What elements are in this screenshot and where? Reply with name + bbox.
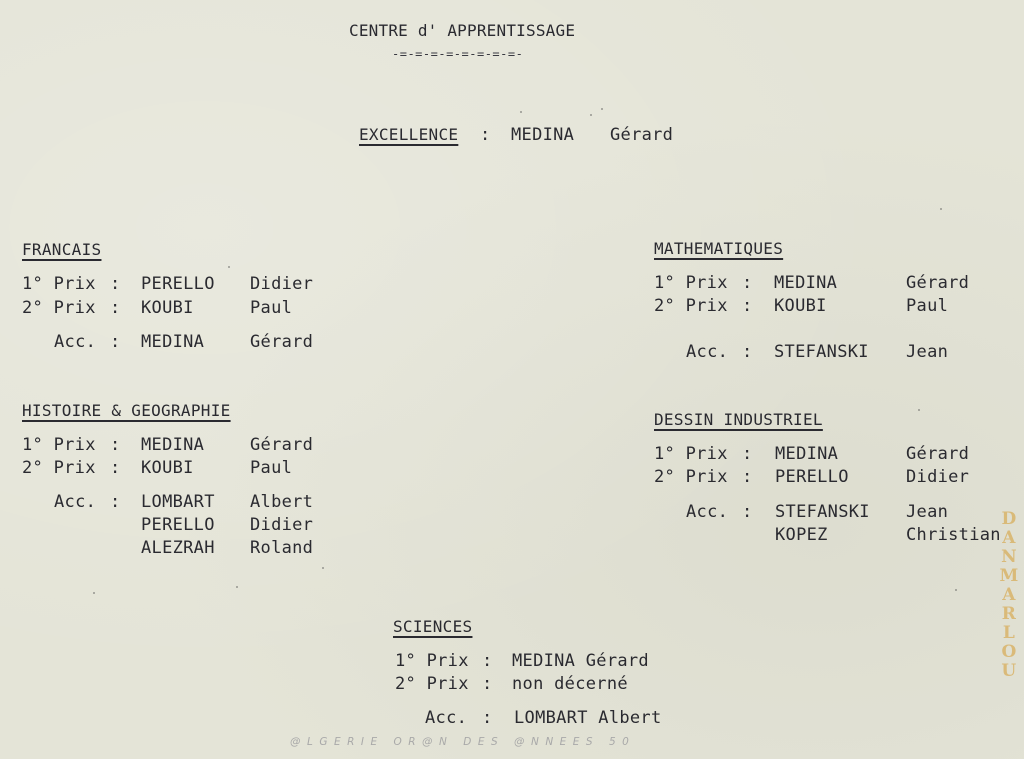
surname: PERELLO [775, 467, 849, 487]
surname: MEDINA [775, 444, 839, 464]
colon: : [742, 502, 753, 522]
excellence-colon: : [480, 125, 491, 145]
paper-speck [322, 567, 324, 569]
rank: 1° Prix [654, 273, 728, 293]
colon: : [110, 435, 121, 455]
entry: LOMBART Albert [514, 708, 662, 728]
rank: Acc. [686, 502, 729, 522]
colon: : [482, 708, 493, 728]
rank: Acc. [54, 492, 97, 512]
surname: MEDINA [774, 273, 838, 293]
firstname: Albert [250, 492, 314, 512]
paper-speck [228, 266, 230, 268]
firstname: Paul [906, 296, 949, 316]
firstname: Paul [250, 458, 293, 478]
excellence-label: EXCELLENCE [359, 125, 459, 144]
rank: 2° Prix [395, 674, 469, 694]
colon: : [742, 342, 753, 362]
page-title: CENTRE d' APPRENTISSAGE [349, 21, 576, 40]
surname: STEFANSKI [774, 342, 869, 362]
firstname: Paul [250, 298, 293, 318]
rank: 1° Prix [395, 651, 469, 671]
firstname: Gérard [250, 332, 314, 352]
francais-heading: FRANCAIS [22, 240, 102, 259]
firstname: Didier [906, 467, 970, 487]
colon: : [742, 467, 753, 487]
firstname: Gérard [906, 444, 970, 464]
sciences-heading: SCIENCES [393, 617, 473, 636]
excellence-line [359, 125, 674, 145]
mathematiques-heading: MATHEMATIQUES [654, 239, 784, 258]
surname: KOUBI [774, 296, 827, 316]
surname: ALEZRAH [141, 538, 215, 558]
surname: MEDINA [141, 332, 205, 352]
firstname: Jean [906, 342, 949, 362]
colon: : [742, 444, 753, 464]
paper-speck [601, 108, 603, 110]
firstname: Gérard [250, 435, 314, 455]
firstname: Christian [906, 525, 1001, 545]
surname: KOPEZ [775, 525, 828, 545]
paper-speck [590, 114, 592, 116]
paper-speck [955, 589, 957, 591]
surname: LOMBART [141, 492, 215, 512]
histoire-heading: HISTOIRE & GEOGRAPHIE [22, 401, 231, 420]
surname: KOUBI [141, 458, 194, 478]
colon: : [742, 273, 753, 293]
paper-speck [940, 208, 942, 210]
surname: KOUBI [141, 298, 194, 318]
rank: 2° Prix [22, 298, 96, 318]
firstname: Jean [906, 502, 949, 522]
title-rule: -=-=-=-=-=-=-=-=- [392, 47, 524, 61]
entry: non décerné [512, 674, 628, 694]
rank: 1° Prix [22, 435, 96, 455]
rank: 1° Prix [22, 274, 96, 294]
colon: : [482, 651, 493, 671]
surname: PERELLO [141, 515, 215, 535]
surname: MEDINA [141, 435, 205, 455]
colon: : [110, 274, 121, 294]
colon: : [110, 332, 121, 352]
footer-mark: @LGERIE OR@N DES @NNEES 50 [290, 736, 636, 748]
entry: MEDINA Gérard [512, 651, 649, 671]
rank: 2° Prix [654, 467, 728, 487]
colon: : [110, 492, 121, 512]
surname: PERELLO [141, 274, 215, 294]
paper-speck [93, 592, 95, 594]
colon: : [742, 296, 753, 316]
rank: Acc. [425, 708, 468, 728]
rank: Acc. [54, 332, 97, 352]
excellence-surname: MEDINA [511, 125, 575, 145]
watermark-text: DANMARLOU [999, 509, 1019, 681]
paper-speck [520, 111, 522, 113]
rank: 2° Prix [22, 458, 96, 478]
rank: 1° Prix [654, 444, 728, 464]
surname: STEFANSKI [775, 502, 870, 522]
colon: : [482, 674, 493, 694]
firstname: Didier [250, 515, 314, 535]
rank: Acc. [686, 342, 729, 362]
rank: 2° Prix [654, 296, 728, 316]
firstname: Roland [250, 538, 314, 558]
excellence-firstname: Gérard [610, 125, 674, 145]
firstname: Didier [250, 274, 314, 294]
dessin-heading: DESSIN INDUSTRIEL [654, 410, 823, 429]
colon: : [110, 298, 121, 318]
paper-speck [918, 409, 920, 411]
paper-speck [236, 586, 238, 588]
colon: : [110, 458, 121, 478]
firstname: Gérard [906, 273, 970, 293]
